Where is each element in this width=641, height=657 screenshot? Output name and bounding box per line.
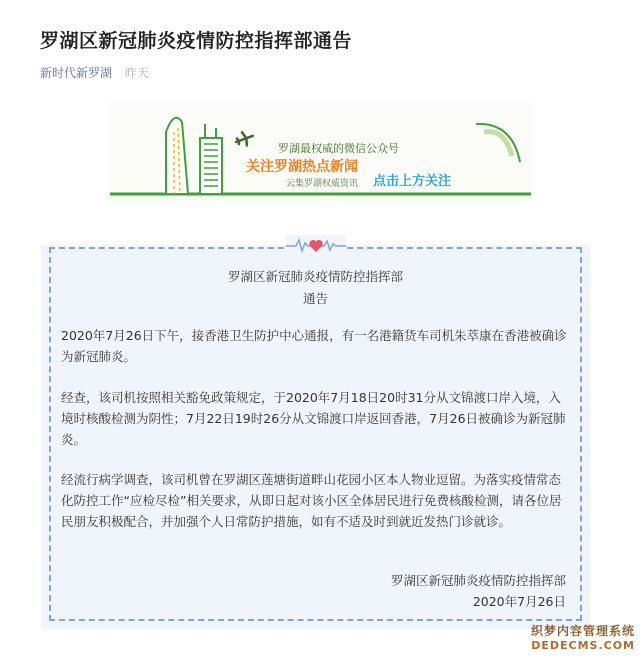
notice-paragraph: 经流行病学调查，该司机曾在罗湖区莲塘街道畔山花园小区本人物业逗留。为落实疫情常态化防控工作“应检尽检”相关要求，从即日起对该小区全体居民进行免费核酸检测，请各位居民朋友积极配合，并加强个人日常防护措施，如有不适及时到就近发热门诊就诊。 (61, 472, 562, 529)
signature-date: 2020年7月26日 (472, 594, 566, 609)
banner-tagline: 罗湖最权威的微信公众号 (278, 142, 399, 155)
notice-org: 罗湖区新冠肺炎疫情防控指挥部 (227, 269, 403, 284)
heartbeat-heart-icon (286, 235, 346, 255)
notice-doc-type: 通告 (302, 291, 328, 306)
watermark-text: 织梦内容管理系统 (530, 624, 635, 638)
banner-subline: 云集罗湖权威资讯 (286, 179, 359, 189)
signature-org: 罗湖区新冠肺炎疫情防控指挥部 (390, 573, 566, 588)
publish-time: 昨天 (124, 66, 149, 80)
article-title: 罗湖区新冠肺炎疫情防控指挥部通告 (40, 30, 353, 52)
account-name-link[interactable]: 新时代新罗湖 (40, 66, 113, 80)
notice-paragraph: 经查，该司机按照相关豁免政策规定，于2020年7月18日20时31分从文锦渡口岸入境，入境时核酸检测为阴性；7月22日19时26分从文锦渡口岸返回香港，7月26日被确诊为新冠肺炎。 (61, 390, 566, 447)
site-watermark (531, 622, 635, 652)
notice-paragraph: 2020年7月26日下午，接香港卫生防护中心通报，有一名港籍货车司机朱萃康在香港被确诊为新冠肺炎。 (61, 328, 567, 364)
banner-follow-cta[interactable]: 点击上方关注 (373, 174, 452, 189)
article-meta (40, 64, 149, 81)
airplane-icon (234, 129, 256, 148)
notice-card (41, 245, 590, 629)
follow-banner[interactable] (108, 102, 533, 202)
watermark-url: DEDECMS.COM (531, 639, 635, 652)
banner-headline: 关注罗湖热点新闻 (246, 159, 358, 175)
